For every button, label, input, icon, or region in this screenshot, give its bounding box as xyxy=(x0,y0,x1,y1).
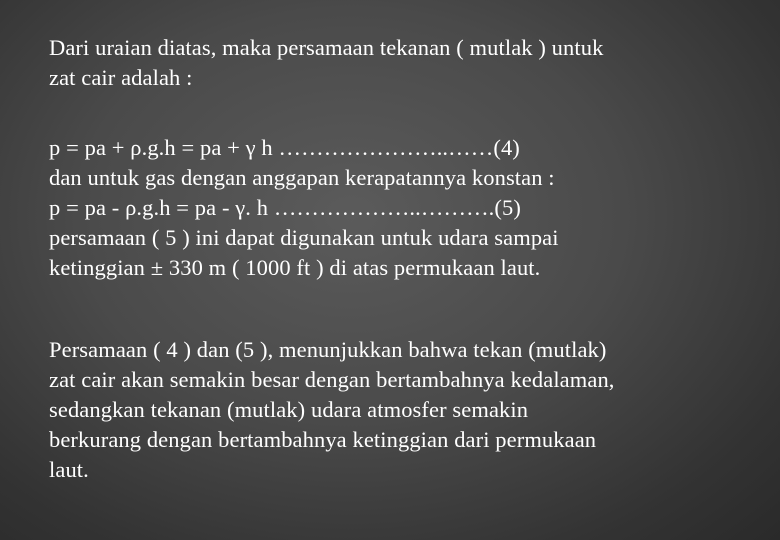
text-line: ketinggian ± 330 m ( 1000 ft ) di atas permukaan laut. xyxy=(49,255,541,280)
text-line: sedangkan tekanan (mutlak) udara atmosfer semakin xyxy=(49,397,529,422)
text-line: zat cair akan semakin besar dengan bertambahnya kedalaman, xyxy=(49,367,615,392)
text-line: berkurang dengan bertambahnya ketinggian dari permukaan xyxy=(49,427,597,452)
text-line: laut. xyxy=(49,457,89,482)
equation-5: p = pa - ρ.g.h = pa - γ. h ………………..……….(5) xyxy=(49,195,521,220)
text-line: Persamaan ( 4 ) dan (5 ), menunjukkan bahwa tekan (mutlak) xyxy=(49,337,607,362)
equation-4: p = pa + ρ.g.h = pa + γ h …………………..……(4) xyxy=(49,135,520,160)
text-line: Dari uraian diatas, maka persamaan tekanan ( mutlak ) untuk xyxy=(49,35,604,60)
conclusion-paragraph xyxy=(49,335,769,485)
text-line: dan untuk gas dengan anggapan kerapatannya konstan : xyxy=(49,165,555,190)
text-line: zat cair adalah : xyxy=(49,65,193,90)
intro-paragraph xyxy=(49,33,769,93)
equations-paragraph xyxy=(49,133,769,283)
text-line: persamaan ( 5 ) ini dapat digunakan untuk udara sampai xyxy=(49,225,559,250)
